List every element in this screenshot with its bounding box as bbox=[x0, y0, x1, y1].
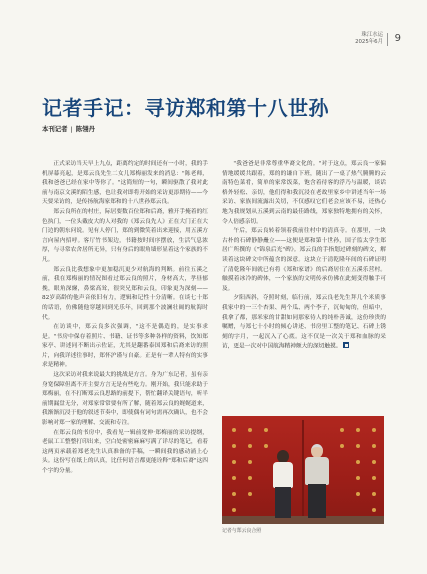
issue-date: 2025年6月 bbox=[355, 39, 383, 45]
byline-author: 陈翎丹 bbox=[75, 125, 95, 133]
magazine-name: 珠江水运 bbox=[361, 32, 383, 38]
paragraph: 郑云良所在的村庄，际居要数百位郑和后裔，雅开手掩着的红色执门，一位头戴皮大的人对我的《郑云良先人》正在大门正在大门边的朝东问说。见有人停门，郑的到微笑着出来迎接，用五溪方言向屋内招呼。客厅竹书架边，书籍按时间序摆放，生活气息浓厚，与寻常农舍居所无异，只有身后的眼角墙形显着这个家族的不凡。 bbox=[42, 208, 208, 263]
paragraph: "我爸爸是非常尊重华裔文化的。"对于这点，郑云良一家偏情地缓缓共跟着，郑的的谦自下班，随出了一桌了热气腾腾的云南特色菜肴，简单的家常饭菜，饱含着待客的浮乃与温暖，谈话格外轻松、亲切，他们得和我沉浸在老故里家乡中讲述当年一场采访、家族间流露出关切，不仅感叹它们老会应该不易，还热心地为我规划从五溪到云南的最佳路线，郑家独特地拥有的关怀，令人倍感亲切。 bbox=[222, 161, 386, 225]
page-number: 9 bbox=[394, 33, 401, 44]
reporter-figure bbox=[270, 450, 296, 518]
zheng-yunliang-figure bbox=[302, 444, 332, 518]
article-title: 记者手记：寻访郑和第十八世孙 bbox=[42, 96, 329, 120]
byline-separator: | bbox=[70, 125, 73, 133]
end-of-article-icon bbox=[343, 342, 349, 348]
paragraph: 这次采访对我来说最大的挑战是方言。身为广东记者，虽有亲身宽保障但离不开主要方言无是有些吃力。刚开始，我只能求助于郑梅丽，在不打断郑云良思路的前提下，帮忙翻译关键语句，听半前期漏盘无分，对郑家常常要有所了解，随着郑云良的娓娓道来，我渐渐沉浸于他的叙述节奏中，即使偶有词句需再次确认，也不会影响对郑一家的理解、交流和专注。 bbox=[42, 372, 208, 427]
paragraph bbox=[222, 294, 386, 352]
paragraph: 在访谈中，郑云良多次强调，"这不是偶造的，是实事求是。"书房中保存着照片、书籍、证书等多种各样的资料，饮知郑家亭、讲述同不断出示佐证，尤其是翻番泰国郑和后裔来访的照片，向我详述往事时，郑怀沪谨与自豪。正是有一辈人特有的实事求是精神。 bbox=[42, 324, 208, 369]
byline-label: 本刊记者 bbox=[42, 125, 68, 133]
photo-caption: 记者与郑云良合照 bbox=[222, 528, 262, 534]
running-head bbox=[355, 32, 383, 46]
paragraph: 正式采访当天早上九点，距离约定的时间还有一小时，我的手机屏幕亮起，是郑云良先生二女儿郑梅丽发来的消息："陈老师，我和爸爸已经在家中等你了。"这简短的一句，瞬间驱散了我对此前与南京文溪的陌生感，也让我对即将开始的采访更添期待——今天要采访的，是传扬航海家郑和的十八世孙郑云良。 bbox=[42, 161, 208, 206]
byline bbox=[42, 124, 95, 133]
paragraph: 午后，郑云良转着领着我前往村中的清真寺。在那里，一块古朴的石碑静静矗立——这便是郑和第十世孙，国子监太学生郑居广所撰的《"锦泉后光"碑》。郑云良的手指划过碑刻的碑文，解读着这块碑文中所蕴含的深意。这块立于清乾隆年间的石碑证明了清乾隆年间就已有将《郑和家谱》的后裔居住在五溪乐营村。触摸着冰冷的碑体，一个家族的文明传承仿佛在此刻变得触手可及。 bbox=[222, 228, 386, 292]
paragraph-text: 夕阳西斜，夺照时刻，临行前，郑云良老先生拜几个米质事我家中的一三个杏果、两个瓜、两个李子，沉甸甸的，但暗中，我拿了都，那米家的甘甜如同那家待人的纯朴善诚，这份珍贵的嘱赠，与郑七十小时的倾心讲述、书房里工整的笔记、石碑上锈刻的字月，一起沉入了心底。这不仅是一次关于郑和血脉的采访，更是一次对中国航海精神颇大的深切触摸。 bbox=[222, 295, 386, 350]
header-divider bbox=[387, 33, 388, 46]
paragraph: 郑云良比我想象中更加稳沉更少对航海的判断。前往五溪之前，我在郑梅丽的情况图看过郑云良的照片，身材高大，孝昼郁挽，眼角深窿，鼻梁高耸，很突兄郑和云良，印象更为深刻——82岁高龄的他声音依旧有力，逻辑和记性十分清晰。在谈七十郑的话语，仿佛随他穿越回到光乐年，回到那个波澜壮阔的航海时代。 bbox=[42, 266, 208, 321]
article-right-column bbox=[222, 160, 386, 352]
article-photo bbox=[222, 416, 384, 524]
paragraph: 在郑云良的书房中，我看见一辑前宽伸·郑梅丽的采访提纲，老鼠工工整整打印出来，空白处密密麻麻写满了详尽的笔记，看着这两页承载着郑老先生认真准备的手稿，一瞬间我的感动涌上心头。这份写在纸上的认真，比任何语言都更能诠释"郑和后裔"这四个字的分量。 bbox=[42, 429, 208, 474]
article-left-column bbox=[42, 160, 208, 477]
